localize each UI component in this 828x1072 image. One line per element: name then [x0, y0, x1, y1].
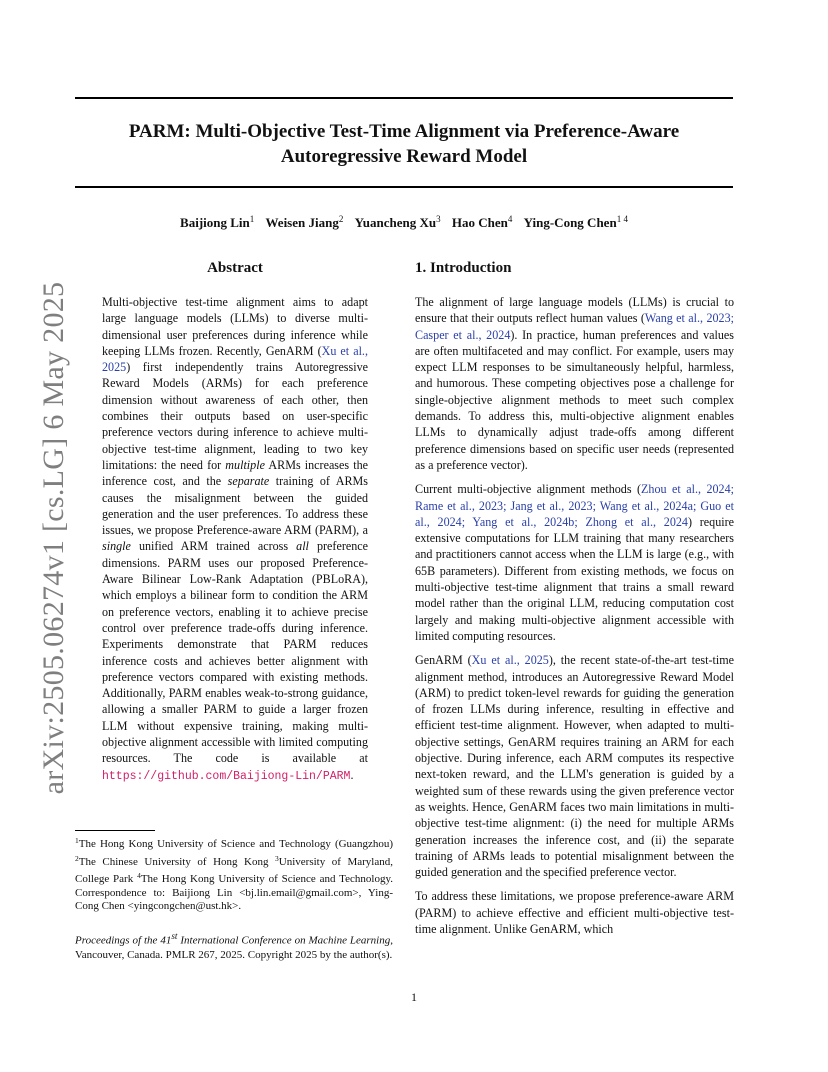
proceedings-note: Proceedings of the 41st International Conference on Machine Learning, Vancouver, Canada. PMLR 267, 2025. Copyright 2025 by the author(s). — [75, 931, 393, 962]
introduction-column — [415, 260, 734, 945]
citation-link[interactable]: Zhou et al., 2024; Rame et al., 2023; Jang et al., 2023; Wang et al., 2024a; Guo et al., 2024; Yang et al., 2024b; Zhong et al., 2024 — [415, 482, 735, 529]
top-rule — [75, 97, 733, 99]
citation-link[interactable]: Wang et al., 2023; Casper et al., 2024 — [415, 311, 735, 342]
abstract-text: Multi-objective test-time alignment aims to adapt large language models (LLMs) to diverse multi-dimensional user preferences during inference while keeping LLMs frozen. Recently, GenARM (Xu et al., 2025) first independently trains Autoregressive Reward Models (ARMs) for each preference dimension without awareness of each other, then combines their outputs based on user-specific preference vectors during inference to achieve multi-objective test-time alignment, leading to two key limitations: the need for multiple ARMs increases the inference cost, and the separate training of ARMs causes the misalignment between the guided generation and the user preferences. To address these issues, we propose Preference-aware ARM (PARM), a single unified ARM trained across all preference dimensions. PARM uses our proposed Preference-Aware Bilinear Low-Rank Adaptation (PBLoRA), which employs a bilinear form to condition the ARM on preference vectors, enabling it to achieve precise control over preference trade-offs during inference. Experiments demonstrate that PARM reduces inference costs and achieves better alignment with preference vectors compared with existing methods. Additionally, PARM enables weak-to-strong guidance, allowing a smaller PARM to guide a larger frozen LLM without expensive training, making multi-objective alignment accessible with limited computing resources. The code is available at https://github.com/Baijiong-Lin/PARM. — [102, 295, 368, 783]
author: Hao Chen$^4$ — [451, 214, 513, 230]
author: Baijiong Lin$^1$ — [180, 214, 255, 230]
page-number: 1 — [411, 990, 417, 1004]
affiliation-footnote: $^1$The Hong Kong University of Science and Technology (Guangzhou) $^2$The Chinese University of Hong Kong $^3$University of Maryland, College Park $^4$The Hong Kong University of Science and Technology. Correspondence to: Baijiong Lin <bj.lin.email@gmail.com>, Ying-Cong Chen <yingcongchen@ust.hk>. — [75, 836, 393, 913]
title-line-1: PARM: Multi-Objective Test-Time Alignment via Preference-Aware — [128, 121, 680, 142]
author: Ying-Cong Chen$^{1 4}$ — [523, 214, 628, 230]
citation-link[interactable]: Xu et al., 2025 — [471, 653, 549, 668]
abstract-heading: Abstract — [207, 260, 263, 276]
author-list — [75, 214, 733, 231]
intro-paragraph: To address these limitations, we propose preference-aware ARM (PARM) to achieve effective and efficient multi-objective test-time alignment. Unlike GenARM, which — [415, 889, 734, 936]
author: Weisen Jiang$^2$ — [265, 214, 344, 230]
author: Yuancheng Xu$^3$ — [354, 214, 441, 230]
paper-title — [75, 119, 733, 169]
footnote-rule — [75, 830, 155, 831]
introduction-heading: 1. Introduction — [415, 260, 512, 276]
code-url-link[interactable]: https://github.com/Baijiong-Lin/PARM — [102, 769, 351, 783]
intro-paragraph: The alignment of large language models (LLMs) is crucial to ensure that their outputs reflect human values (Wang et al., 2023; Casper et al., 2024). In practice, human preferences and values are often multifaceted and may conflict. For example, users may expect LLM responses to be simultaneously helpful, harmless, and humorous. These competing objectives pose a challenge for single-objective alignment methods to meet such complex demands. To address this, multi-objective alignment enables LLMs to dynamically adjust trade-offs among different preference dimensions based on specific user needs (represented as a preference vector). — [415, 295, 735, 472]
citation-link[interactable]: Xu et al., 2025 — [102, 343, 368, 375]
abstract-column — [102, 260, 368, 785]
intro-paragraph: GenARM (Xu et al., 2025), the recent state-of-the-art test-time alignment method, introduces an Autoregressive Reward Model (ARM) to predict token-level rewards for guiding the generation of frozen LLMs during inference, resulting in effective and efficient test-time alignment. However, when adapted to multi-objective settings, GenARM requires training an ARM for each objective. During inference, each ARM computes its respective next-token reward, and the LLM's generation is guided by a weighted sum of these rewards using the given preference vector as weights. Hence, GenARM faces two main limitations in multi-objective test-time alignment: (i) the need for multiple ARMs generation increases the inference cost, and (ii) the separate training of ARMs leads to potential misalignment between the guided generation and the specified preference vector. — [415, 653, 734, 880]
title-bottom-rule — [75, 186, 733, 188]
intro-paragraph: Current multi-objective alignment methods (Zhou et al., 2024; Rame et al., 2023; Jang et al., 2023; Wang et al., 2024a; Guo et al., 2024; Yang et al., 2024b; Zhong et al., 2024) require extensive computations for LLM training that many researchers and practitioners cannot access when the LLM is large (e.g., with 65B parameters). Different from existing methods, we focus on multi-objective test-time alignment that trains a small reward model rather than the original LLM, reducing computation cost largely and making multi-objective alignment accessible with limited computing resources. — [415, 482, 735, 643]
arxiv-id: arXiv:2505.06274v1 [cs.LG] 6 May 2025 — [37, 281, 70, 795]
title-line-2: Autoregressive Reward Model — [280, 146, 528, 167]
